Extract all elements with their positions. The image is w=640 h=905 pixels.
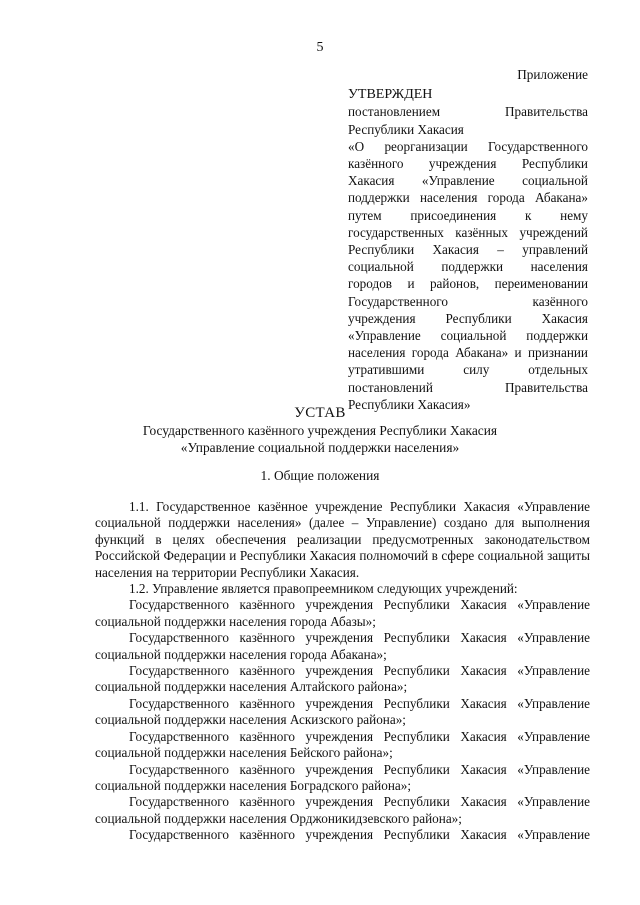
approval-line: Республики Хакасия [348, 121, 464, 137]
charter-subtitle-line1: Государственного казённого учреждения Республики Хакасия [142, 423, 498, 438]
page-number: 5 [316, 40, 324, 55]
approval-stamp-block [348, 66, 588, 413]
approval-line: поддержки населения города Абакана» [348, 190, 588, 206]
approval-line: Республики Хакасия» [348, 396, 471, 412]
charter-subtitle-line2: «Управление социальной поддержки населения» [180, 440, 460, 455]
list-item: Государственного казённого учреждения Республики Хакасия «Управление социальной поддержки населения Орджоникидзевского района»; [95, 794, 590, 826]
approval-line: учреждения Республики Хакасия [348, 310, 588, 326]
approval-line: «О реорганизации Государственного [348, 138, 588, 154]
approval-line: постановлений Правительства [348, 379, 588, 395]
approval-line: населения города Абакана» и признании [348, 345, 588, 361]
list-item: Государственного казённого учреждения Республики Хакасия «Управление [129, 827, 590, 843]
charter-title: УСТАВ [294, 405, 346, 421]
approval-line: социальной поддержки населения [348, 259, 588, 275]
list-item: Государственного казённого учреждения Республики Хакасия «Управление социальной поддержки населения Аскизского района»; [95, 695, 590, 728]
paragraph-1-2: 1.2. Управление является правопреемником следующих учреждений: [129, 581, 518, 597]
approval-line: Государственного казённого [348, 293, 588, 309]
approval-line: «Управление социальной поддержки [348, 328, 588, 344]
list-item: Государственного казённого учреждения Республики Хакасия «Управление социальной поддержки населения города Абазы»; [95, 597, 590, 629]
approval-line: государственных казённых учреждений [348, 224, 588, 240]
list-item: Государственного казённого учреждения Республики Хакасия «Управление социальной поддержки населения города Абакана»; [95, 630, 590, 662]
section-heading: 1. Общие положения [260, 468, 380, 483]
appendix-label: Приложение [517, 67, 588, 82]
list-item: Государственного казённого учреждения Республики Хакасия «Управление социальной поддержки населения Бейского района»; [95, 728, 590, 761]
approval-line: казённого учреждения Республики [348, 156, 588, 172]
approval-line: постановлением Правительства [348, 104, 588, 120]
approval-line: путем присоединения к нему [348, 207, 588, 223]
approved-title: УТВЕРЖДЕН [348, 87, 433, 103]
document-body [95, 499, 590, 844]
approval-line: Республики Хакасия – управлений [348, 242, 588, 258]
approval-line: городов и районов, переименовании [348, 276, 588, 292]
approval-line: утратившими силу отдельных [348, 362, 588, 378]
approval-line: Хакасия «Управление социальной [348, 173, 588, 189]
list-item: Государственного казённого учреждения Республики Хакасия «Управление социальной поддержки населения Боградского района»; [95, 761, 590, 793]
paragraph-1-1: 1.1. Государственное казённое учреждение Республики Хакасия «Управление социальной поддержки населения» (далее – Управление) создано для выполнения функций в целях обеспечения реализации предусмотренных законодательством Российской Федерации и Республики Хакасия полномочий в сфере социальной защиты населения на территории Республики Хакасия. [95, 499, 590, 580]
list-item: Государственного казённого учреждения Республики Хакасия «Управление социальной поддержки населения Алтайского района»; [95, 663, 590, 695]
charter-header [0, 405, 640, 456]
approval-resolution-text [348, 103, 588, 413]
